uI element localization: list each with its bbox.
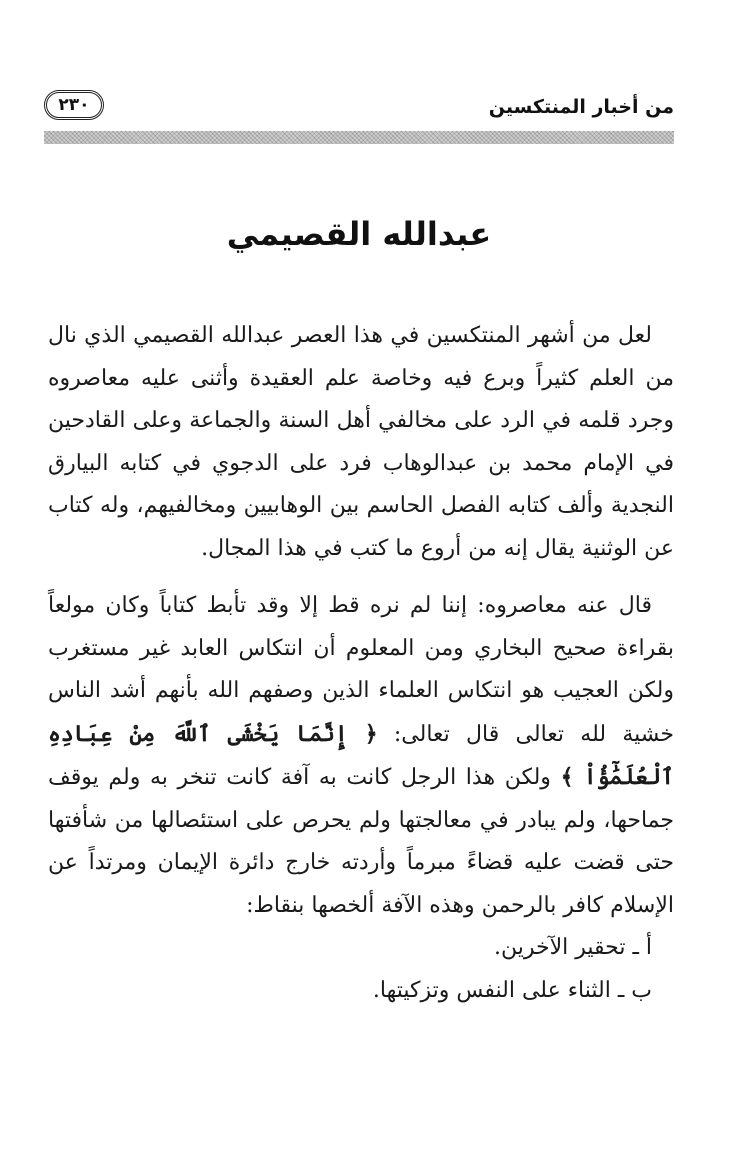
paragraph (48, 585, 674, 927)
list-item: ب ـ الثناء على النفس وتزكيتها. (372, 977, 652, 1003)
body-text (48, 315, 674, 1012)
running-title: من أخبار المنتكسين (488, 96, 674, 118)
paragraph-gap (48, 570, 674, 585)
chapter-title: عبدالله القصيمي (226, 215, 492, 253)
quran-verse: ﴿ إِنَّمَا يَخْشَى ٱللَّهَ مِنْ عِبَادِهِ ٱلْعُلَمَٰٓؤُاْ ﴾ (48, 720, 675, 790)
running-header (44, 90, 674, 130)
list-item: أ ـ تحقير الآخرين. (493, 935, 652, 960)
paragraph-text: ولكن هذا الرجل كانت به آفة كانت تنخر به ولم يوقف جماحها، ولم يبادر في معالجتها ولم يحرص على استئصالها من شأفتها حتى قضت عليه قضاءً مبرماً وأردته خارج دائرة الإيمان ومرتداً عن الإسلام كافر بالرحمن وهذه الآفة ألخصها بنقاط: (48, 765, 674, 918)
page-number: ٢٣٠ (44, 90, 104, 120)
paragraph-text: قال عنه معاصروه: إننا لم نره قط إلا وقد تأبط كتاباً وكان مولعاً بقراءة صحيح البخاري ومن المعلوم أن انتكاس العابد غير مستغرب ولكن العجيب هو انتكاس العلماء الذين وصفهم الله بأنهم أشد الناس خشية لله تعالى قال تعالى: (48, 593, 674, 747)
paragraph: لعل من أشهر المنتكسين في هذا العصر عبدالله القصيمي الذي نال من العلم كثيراً وبرع فيه وخاصة علم العقيدة وأثنى عليه معاصروه وجرد قلمه في الرد على مخالفي أهل السنة والجماعة وعلى القادحين في الإمام محمد بن عبدالوهاب فرد على الدجوي في كتابه البيارق النجدية وألف كتابه الفصل الحاسم بين الوهابيين ومخالفيهم، وله كتاب عن الوثنية يقال إنه من أروع ما كتب في هذا المجال. (48, 323, 674, 561)
header-divider (44, 131, 674, 144)
